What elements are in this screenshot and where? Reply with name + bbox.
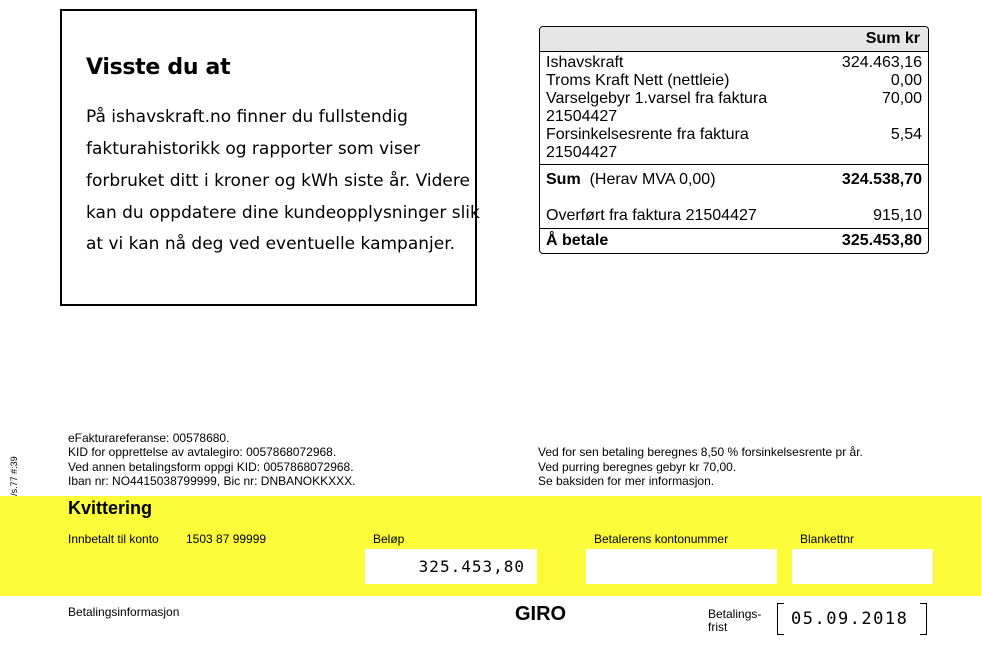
row-label-continued: 21504427 [546,144,618,161]
info-box [60,9,480,306]
giro-yellow-band [0,496,981,596]
giro-title: GIRO [515,603,567,625]
info-line: at vi kan nå deg ved eventuelle kampanjer. [86,234,456,254]
blankettnr-field[interactable] [792,549,933,584]
divider [540,164,928,165]
betalingsinformasjon-label: Betalingsinformasjon [68,605,180,619]
total-label: Å betale [546,232,609,249]
frist-label: frist [708,620,728,634]
info-line: fakturahistorikk og rapporter som viser [86,139,421,159]
frist-field[interactable] [777,603,927,635]
sum-header-label: Sum kr [865,30,920,47]
reference-line: KID for opprettelse av avtalegiro: 0057868072968. [68,445,337,459]
row-label: Forsinkelsesrente fra faktura [546,126,749,143]
belop-field[interactable] [365,549,537,584]
reference-line: Ved annen betalingsform oppgi KID: 0057868072968. [68,460,354,474]
blankett-label: Blankettnr [800,532,855,546]
info-line: forbruket ditt i kroner og kWh siste år. Videre [86,171,470,191]
bracket-left [777,603,784,635]
bracket-right [920,603,927,635]
row-label: Troms Kraft Nett (nettleie) [546,72,730,89]
row-label-continued: 21504427 [546,108,618,125]
payment-note: Ved for sen betaling beregnes 8,50 % forsinkelsesrente pr år. [538,445,863,459]
divider [540,228,928,229]
sum-row-label [546,171,716,189]
info-title: Visste du at [86,55,231,80]
reference-line: Iban nr: NO4415038799999, Bic nr: DNBANOKKXXX. [68,474,356,488]
info-line: kan du oppdatere dine kundeopplysninger slik [86,203,480,223]
account-number: 1503 87 99999 [186,532,267,546]
total-value: 325.453,80 [841,232,922,249]
transfer-value: 915,10 [873,207,922,224]
row-value: 5,54 [890,126,922,143]
transfer-label: Overført fra faktura 21504427 [546,207,757,224]
payment-note: Ved purring beregnes gebyr kr 70,00. [538,460,737,474]
row-value: 70,00 [881,90,922,107]
belop-label: Beløp [373,532,405,546]
sum-value: 324.538,70 [841,171,922,188]
kvittering-title: Kvittering [68,498,153,518]
info-line: På ishavskraft.no finner du fullstendig [86,107,408,127]
row-value: 0,00 [890,72,922,89]
belop-value: 325.453,80 [418,557,525,576]
sum-table [539,26,929,254]
betalerens-label: Betalerens kontonummer [594,532,729,546]
row-label: Varselgebyr 1.varsel fra faktura [546,90,768,107]
sum-note: (Herav MVA 0,00) [589,171,716,188]
row-value: 324.463,16 [841,54,922,71]
frist-value: 05.09.2018 [791,609,909,629]
frist-label: Betalings- [708,607,762,621]
reference-line: eFakturareferanse: 00578680. [68,431,230,445]
payment-note: Se baksiden for mer informasjon. [538,474,715,488]
sum-table-header [540,27,928,52]
betalerens-kontonummer-field[interactable] [586,549,777,584]
sum-label: Sum [546,171,581,188]
row-label: Ishavskraft [546,54,624,71]
innbetalt-label: Innbetalt til konto [68,532,159,546]
